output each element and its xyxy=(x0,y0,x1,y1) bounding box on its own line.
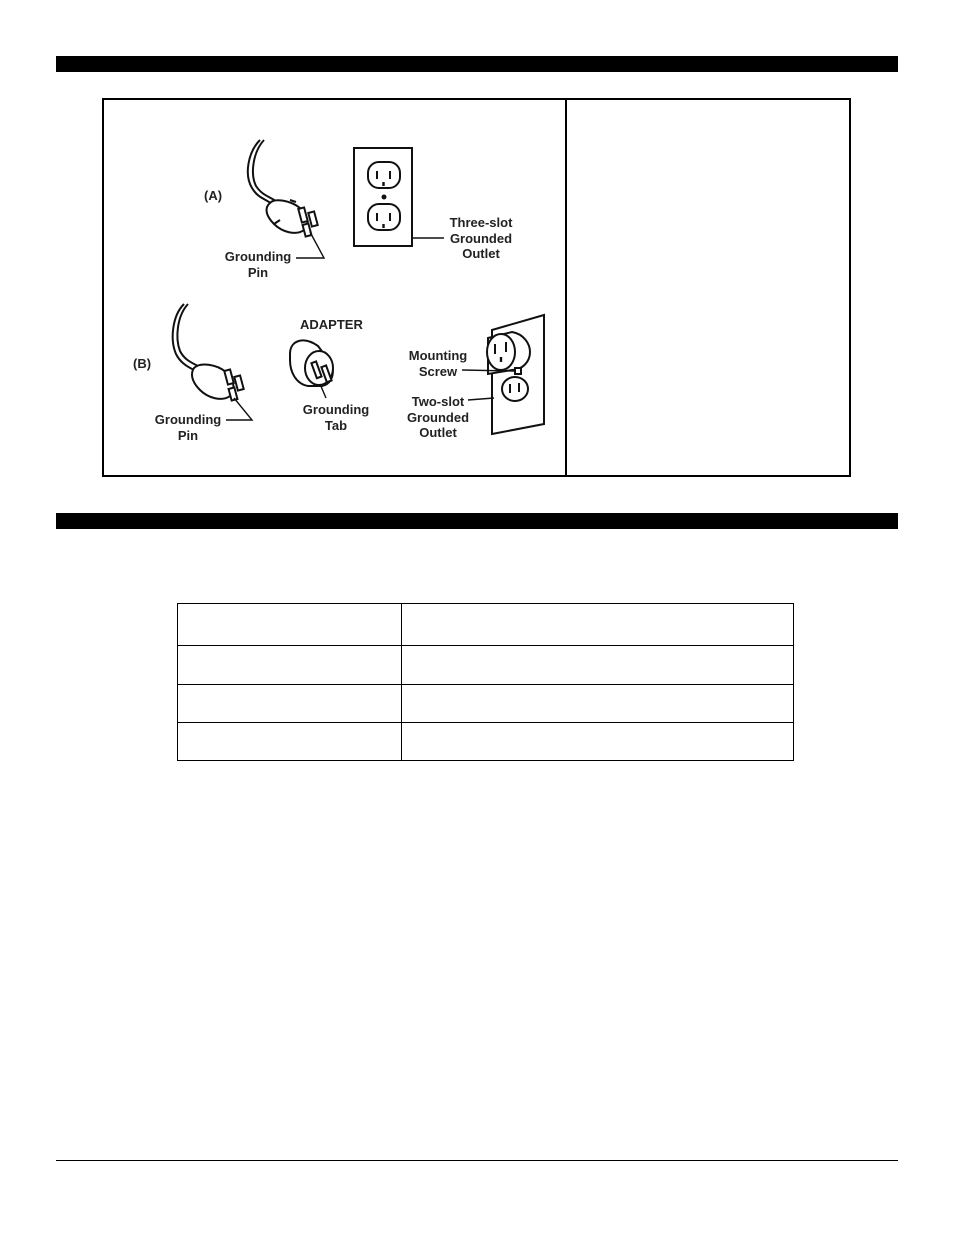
adapter-label: ADAPTER xyxy=(300,317,363,332)
specification-table xyxy=(177,603,794,761)
table-cell xyxy=(402,685,794,723)
table-cell xyxy=(178,685,402,723)
table-row xyxy=(178,646,794,685)
three-prong-plug-b-icon xyxy=(173,304,244,401)
table-row xyxy=(178,685,794,723)
section-header-bar-1 xyxy=(56,56,898,72)
three-prong-plug-a-icon xyxy=(248,140,318,237)
grounding-pin-a-label: Grounding Pin xyxy=(224,249,292,280)
grounding-pin-b-leader xyxy=(226,398,252,420)
table-cell xyxy=(178,723,402,761)
three-slot-outlet-icon xyxy=(354,148,412,246)
two-slot-outlet-label: Two-slot Grounded Outlet xyxy=(406,394,470,440)
label-b: (B) xyxy=(133,356,152,371)
figure-column-divider xyxy=(565,100,567,475)
footer-rule xyxy=(56,1160,898,1161)
adapter-icon xyxy=(290,340,333,386)
table-cell xyxy=(402,646,794,685)
section-header-bar-2 xyxy=(56,513,898,529)
table-cell xyxy=(402,723,794,761)
grounding-figure-box xyxy=(102,98,851,477)
label-a: (A) xyxy=(204,188,223,203)
two-slot-outlet-icon xyxy=(487,315,544,434)
table-cell xyxy=(402,604,794,646)
three-slot-outlet-label: Three-slot Grounded Outlet xyxy=(449,215,513,261)
grounding-pin-b-label: Grounding Pin xyxy=(154,412,222,443)
table-cell xyxy=(178,604,402,646)
table-row xyxy=(178,723,794,761)
grounding-tab-label: Grounding Tab xyxy=(302,402,370,433)
mounting-screw-label: Mounting Screw xyxy=(408,348,468,379)
table-cell xyxy=(178,646,402,685)
table-row xyxy=(178,604,794,646)
